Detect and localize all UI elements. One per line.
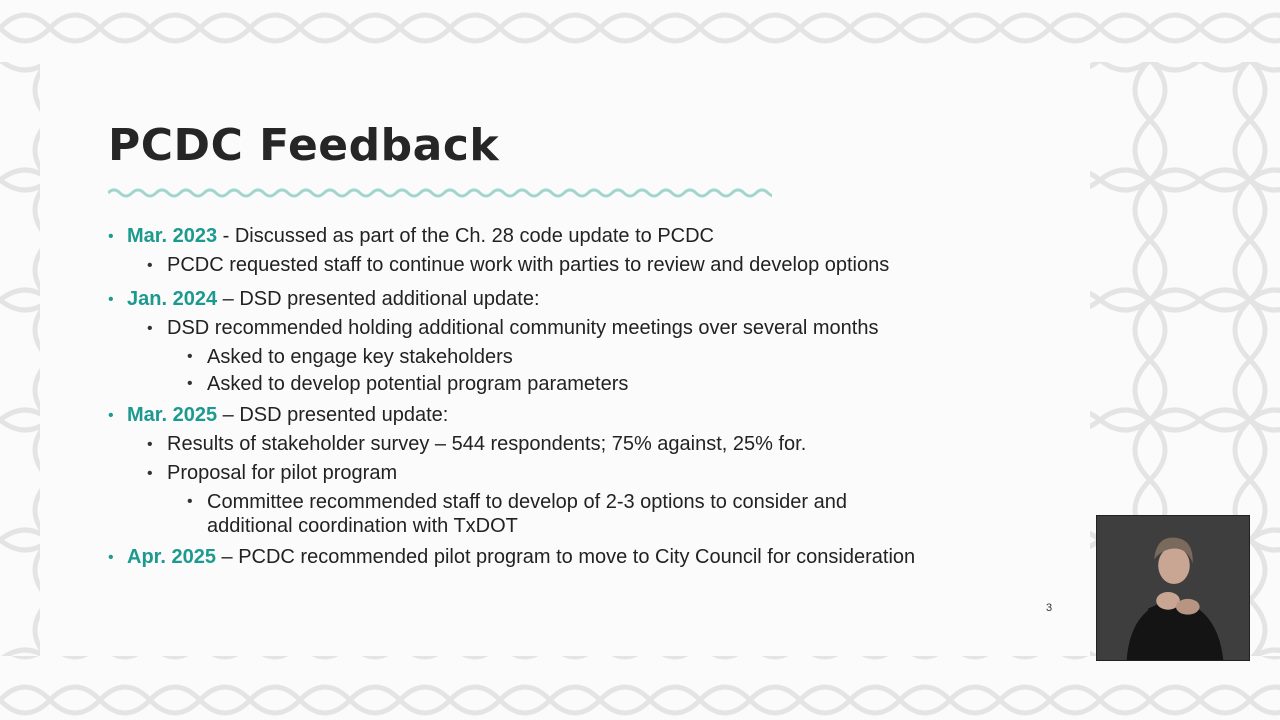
bullet-list [108, 222, 1068, 572]
bullet-icon: • [147, 465, 153, 482]
bullet-icon: • [147, 320, 153, 337]
bullet-date: Jan. 2024 [127, 288, 218, 310]
sub-sub-bullet-text: Asked to develop potential program parameters [207, 373, 629, 395]
bullet-icon: • [187, 493, 193, 510]
sub-sub-bullet-text: Asked to engage key stakeholders [207, 346, 513, 368]
sub-sub-bullet [108, 490, 927, 538]
bullet-text: – DSD presented additional update: [217, 288, 540, 310]
bullet-icon: • [147, 436, 153, 453]
bullet-icon: • [187, 348, 193, 365]
bullet-icon: • [108, 291, 114, 308]
bullet-icon: • [108, 549, 114, 566]
sub-sub-bullet [108, 372, 1068, 396]
bullet-date: Mar. 2023 [127, 225, 218, 247]
page-number: 3 [1046, 602, 1053, 614]
bullet-icon: • [147, 257, 153, 274]
sub-bullet [108, 251, 1068, 280]
title-underline-wave [108, 184, 772, 202]
bullet-date: Mar. 2025 [127, 404, 218, 426]
sub-bullet-text: DSD recommended holding additional community meetings over several months [167, 317, 879, 339]
bullet-mar-2025 [108, 401, 1068, 430]
sub-bullet-text: Proposal for pilot program [167, 462, 398, 484]
bullet-icon: • [108, 407, 114, 424]
sub-bullet [108, 459, 1068, 488]
bullet-jan-2024 [108, 285, 1068, 314]
bullet-text: – DSD presented update: [217, 404, 449, 426]
bullet-date: Apr. 2025 [127, 546, 216, 568]
sub-sub-bullet-text: Committee recommended staff to develop of 2-3 options to consider and additional coordination with TxDOT [207, 491, 847, 537]
bullet-icon: • [108, 228, 114, 245]
bullet-mar-2023 [108, 222, 1068, 251]
bullet-text: – PCDC recommended pilot program to move to City Council for consideration [215, 546, 916, 568]
sub-bullet [108, 314, 1068, 343]
slide-title: PCDC Feedback [108, 120, 500, 171]
sub-bullet [108, 430, 1068, 459]
sign-language-interpreter-video [1096, 515, 1250, 661]
sub-sub-bullet [108, 345, 1068, 369]
sub-bullet-text: Results of stakeholder survey – 544 respondents; 75% against, 25% for. [167, 433, 807, 455]
bullet-text: - Discussed as part of the Ch. 28 code update to PCDC [217, 225, 715, 247]
bullet-apr-2025 [108, 543, 1068, 572]
interpreter-figure-icon [1097, 516, 1249, 660]
sub-bullet-text: PCDC requested staff to continue work with parties to review and develop options [167, 254, 890, 276]
bullet-icon: • [187, 375, 193, 392]
